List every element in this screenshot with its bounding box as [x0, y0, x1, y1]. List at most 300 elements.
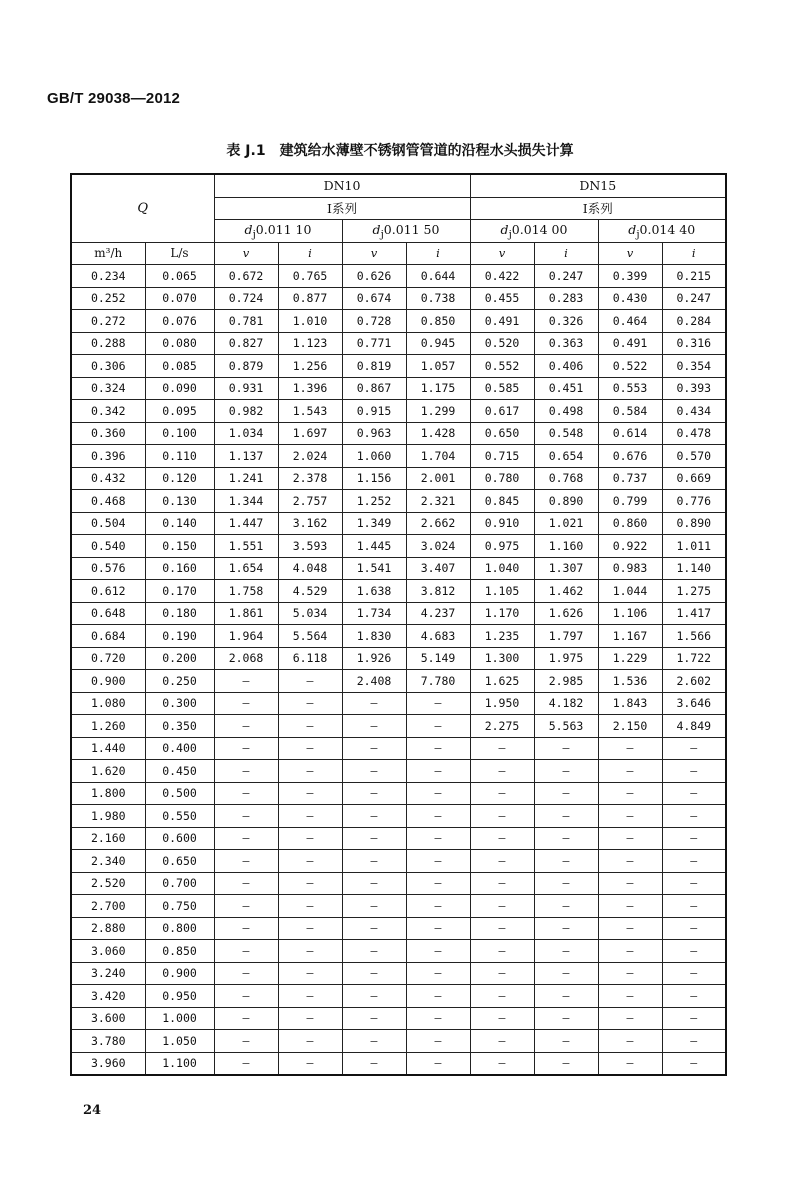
table-cell: 0.520	[470, 332, 534, 355]
table-cell: 1.156	[342, 467, 406, 490]
table-cell: —	[342, 850, 406, 873]
table-row	[71, 872, 726, 895]
table-cell: 0.890	[534, 490, 598, 513]
table-cell: —	[662, 940, 726, 963]
table-cell: 1.625	[470, 670, 534, 693]
table-cell: 0.300	[145, 692, 214, 715]
table-cell: 4.182	[534, 692, 598, 715]
table-row	[71, 287, 726, 310]
table-row	[71, 310, 726, 333]
table-row	[71, 535, 726, 558]
table-cell: 0.552	[470, 355, 534, 378]
table-cell: 2.408	[342, 670, 406, 693]
table-cell: 1.252	[342, 490, 406, 513]
table-cell: 0.070	[145, 287, 214, 310]
unit-ls-header: L/s	[145, 242, 214, 265]
table-cell: 0.450	[145, 760, 214, 783]
table-cell: 0.085	[145, 355, 214, 378]
table-cell: 1.060	[342, 445, 406, 468]
table-cell: —	[534, 760, 598, 783]
table-cell: 0.432	[71, 467, 145, 490]
table-cell: —	[406, 782, 470, 805]
table-cell: —	[534, 962, 598, 985]
table-cell: 1.861	[214, 602, 278, 625]
table-cell: —	[214, 1030, 278, 1053]
table-cell: —	[598, 782, 662, 805]
table-cell: 0.781	[214, 310, 278, 333]
table-cell: 1.445	[342, 535, 406, 558]
table-cell: 0.915	[342, 400, 406, 423]
table-cell: —	[214, 895, 278, 918]
table-cell: 0.283	[534, 287, 598, 310]
table-cell: 1.241	[214, 467, 278, 490]
diameter-header: $d_j0.011$ 10	[214, 220, 342, 243]
table-cell: —	[470, 782, 534, 805]
table-cell: 1.396	[278, 377, 342, 400]
table-cell: 1.021	[534, 512, 598, 535]
table-cell: —	[406, 1007, 470, 1030]
table-cell: 1.050	[145, 1030, 214, 1053]
table-cell: 0.354	[662, 355, 726, 378]
table-cell: 2.378	[278, 467, 342, 490]
table-cell: 0.800	[145, 917, 214, 940]
table-cell: —	[470, 1030, 534, 1053]
table-cell: 0.672	[214, 265, 278, 288]
table-cell: —	[470, 1007, 534, 1030]
table-cell: 0.879	[214, 355, 278, 378]
table-cell: —	[406, 872, 470, 895]
table-row	[71, 580, 726, 603]
table-row	[71, 692, 726, 715]
table-cell: —	[598, 962, 662, 985]
table-cell: 0.676	[598, 445, 662, 468]
table-cell: —	[406, 895, 470, 918]
table-cell: 1.800	[71, 782, 145, 805]
table-cell: —	[278, 827, 342, 850]
table-cell: —	[662, 805, 726, 828]
table-title: 表 J.1 建筑给水薄壁不锈钢管管道的沿程水头损失计算	[226, 143, 574, 159]
table-cell: —	[406, 850, 470, 873]
table-cell: —	[534, 1030, 598, 1053]
table-cell: 4.529	[278, 580, 342, 603]
table-cell: 0.100	[145, 422, 214, 445]
table-row	[71, 760, 726, 783]
table-cell: —	[406, 962, 470, 985]
table-cell: 1.543	[278, 400, 342, 423]
table-cell: —	[278, 1007, 342, 1030]
table-cell: 0.252	[71, 287, 145, 310]
table-cell: —	[534, 782, 598, 805]
table-body	[71, 265, 726, 1076]
table-cell: 2.150	[598, 715, 662, 738]
table-cell: 3.812	[406, 580, 470, 603]
table-cell: 0.612	[71, 580, 145, 603]
table-cell: —	[342, 1030, 406, 1053]
table-cell: —	[598, 895, 662, 918]
table-cell: 0.468	[71, 490, 145, 513]
table-cell: —	[534, 850, 598, 873]
table-cell: 0.771	[342, 332, 406, 355]
table-cell: —	[342, 985, 406, 1008]
table-cell: 3.240	[71, 962, 145, 985]
table-cell: 0.065	[145, 265, 214, 288]
table-cell: 4.849	[662, 715, 726, 738]
table-cell: —	[214, 850, 278, 873]
table-cell: 0.491	[598, 332, 662, 355]
table-cell: 0.434	[662, 400, 726, 423]
table-cell: 1.044	[598, 580, 662, 603]
table-cell: —	[662, 737, 726, 760]
table-cell: 0.850	[145, 940, 214, 963]
table-cell: —	[534, 805, 598, 828]
table-cell: —	[214, 692, 278, 715]
table-cell: —	[406, 715, 470, 738]
table-cell: —	[342, 760, 406, 783]
table-cell: —	[470, 962, 534, 985]
table-cell: —	[470, 940, 534, 963]
table-cell: 0.738	[406, 287, 470, 310]
table-cell: 1.299	[406, 400, 470, 423]
table-cell: 2.757	[278, 490, 342, 513]
table-cell: 1.106	[598, 602, 662, 625]
table-cell: 0.674	[342, 287, 406, 310]
table-cell: 1.980	[71, 805, 145, 828]
head-loss-table	[70, 173, 727, 1076]
table-cell: 1.160	[534, 535, 598, 558]
table-cell: —	[534, 940, 598, 963]
table-row	[71, 985, 726, 1008]
table-cell: —	[214, 962, 278, 985]
table-cell: 1.300	[470, 647, 534, 670]
table-cell: —	[470, 1052, 534, 1075]
velocity-header: v	[342, 242, 406, 265]
table-cell: 0.200	[145, 647, 214, 670]
table-cell: 0.180	[145, 602, 214, 625]
table-cell: 0.982	[214, 400, 278, 423]
table-cell: 0.650	[470, 422, 534, 445]
table-cell: —	[278, 1052, 342, 1075]
table-cell: 0.491	[470, 310, 534, 333]
table-cell: —	[598, 737, 662, 760]
table-row	[71, 782, 726, 805]
table-cell: 0.550	[145, 805, 214, 828]
table-cell: 1.011	[662, 535, 726, 558]
table-cell: 1.256	[278, 355, 342, 378]
table-cell: 0.614	[598, 422, 662, 445]
table-cell: —	[534, 917, 598, 940]
table-cell: 0.406	[534, 355, 598, 378]
table-cell: 1.541	[342, 557, 406, 580]
table-cell: 1.447	[214, 512, 278, 535]
table-cell: 2.520	[71, 872, 145, 895]
table-cell: —	[278, 940, 342, 963]
table-cell: 1.105	[470, 580, 534, 603]
standard-code: GB/T 29038—2012	[47, 90, 181, 107]
table-row	[71, 670, 726, 693]
table-cell: —	[342, 1007, 406, 1030]
table-row	[71, 332, 726, 355]
table-cell: 0.540	[71, 535, 145, 558]
table-cell: 1.551	[214, 535, 278, 558]
table-cell: —	[662, 782, 726, 805]
table-row	[71, 512, 726, 535]
table-row	[71, 1007, 726, 1030]
table-cell: 0.430	[598, 287, 662, 310]
table-cell: —	[214, 805, 278, 828]
table-cell: 3.060	[71, 940, 145, 963]
table-cell: 2.024	[278, 445, 342, 468]
unit-m3h-header: m³/h	[71, 242, 145, 265]
table-cell: —	[214, 917, 278, 940]
head-loss-header: i	[662, 242, 726, 265]
table-cell: —	[214, 940, 278, 963]
table-cell: 3.593	[278, 535, 342, 558]
table-row	[71, 1030, 726, 1053]
table-cell: 0.860	[598, 512, 662, 535]
velocity-header: v	[470, 242, 534, 265]
table-cell: 0.324	[71, 377, 145, 400]
table-cell: 1.830	[342, 625, 406, 648]
table-cell: 2.068	[214, 647, 278, 670]
table-cell: 0.548	[534, 422, 598, 445]
table-cell: 0.584	[598, 400, 662, 423]
table-cell: 0.247	[662, 287, 726, 310]
table-cell: 1.926	[342, 647, 406, 670]
table-row	[71, 557, 726, 580]
table-cell: 0.522	[598, 355, 662, 378]
table-cell: 1.626	[534, 602, 598, 625]
table-cell: 1.566	[662, 625, 726, 648]
table-cell: —	[278, 805, 342, 828]
table-cell: 2.985	[534, 670, 598, 693]
dn15-series-header: Ⅰ系列	[470, 197, 726, 220]
table-cell: —	[662, 872, 726, 895]
table-cell: —	[598, 760, 662, 783]
table-cell: 0.910	[470, 512, 534, 535]
table-cell: 0.799	[598, 490, 662, 513]
table-cell: 1.758	[214, 580, 278, 603]
table-cell: 0.715	[470, 445, 534, 468]
table-cell: —	[342, 917, 406, 940]
table-cell: 3.024	[406, 535, 470, 558]
table-cell: 1.734	[342, 602, 406, 625]
table-cell: 2.340	[71, 850, 145, 873]
table-cell: 1.080	[71, 692, 145, 715]
table-cell: —	[662, 1007, 726, 1030]
table-cell: —	[598, 1007, 662, 1030]
table-cell: 0.720	[71, 647, 145, 670]
table-cell: 2.321	[406, 490, 470, 513]
table-cell: 0.963	[342, 422, 406, 445]
table-cell: 1.170	[470, 602, 534, 625]
table-cell: 0.650	[145, 850, 214, 873]
dn15-header: DN15	[470, 174, 726, 197]
table-cell: —	[662, 827, 726, 850]
table-row	[71, 805, 726, 828]
table-cell: 0.284	[662, 310, 726, 333]
head-loss-header: i	[406, 242, 470, 265]
table-cell: 1.440	[71, 737, 145, 760]
table-cell: —	[278, 715, 342, 738]
table-cell: 0.931	[214, 377, 278, 400]
table-cell: 0.234	[71, 265, 145, 288]
dn10-header: DN10	[214, 174, 470, 197]
table-cell: 0.684	[71, 625, 145, 648]
table-cell: 0.819	[342, 355, 406, 378]
table-cell: 1.428	[406, 422, 470, 445]
table-cell: —	[406, 940, 470, 963]
table-cell: 0.140	[145, 512, 214, 535]
table-cell: 0.306	[71, 355, 145, 378]
diameter-header: $d_j0.011$ 50	[342, 220, 470, 243]
table-cell: 1.697	[278, 422, 342, 445]
table-cell: 1.000	[145, 1007, 214, 1030]
table-cell: 1.123	[278, 332, 342, 355]
table-cell: 4.683	[406, 625, 470, 648]
table-cell: —	[662, 895, 726, 918]
table-row	[71, 940, 726, 963]
table-row	[71, 1052, 726, 1075]
table-cell: 3.646	[662, 692, 726, 715]
table-cell: —	[534, 737, 598, 760]
table-cell: —	[662, 962, 726, 985]
table-cell: 0.626	[342, 265, 406, 288]
table-cell: 2.001	[406, 467, 470, 490]
table-cell: —	[214, 782, 278, 805]
table-cell: 5.034	[278, 602, 342, 625]
table-row	[71, 917, 726, 940]
table-cell: —	[470, 917, 534, 940]
table-cell: —	[342, 940, 406, 963]
table-cell: —	[598, 850, 662, 873]
table-cell: —	[470, 805, 534, 828]
table-row	[71, 490, 726, 513]
table-row	[71, 355, 726, 378]
table-cell: —	[214, 827, 278, 850]
table-cell: —	[214, 985, 278, 1008]
table-cell: 0.945	[406, 332, 470, 355]
table-cell: —	[598, 1052, 662, 1075]
table-cell: —	[214, 760, 278, 783]
table-cell: —	[342, 692, 406, 715]
table-cell: 0.900	[71, 670, 145, 693]
table-cell: —	[278, 692, 342, 715]
table-cell: 0.724	[214, 287, 278, 310]
table-cell: 2.160	[71, 827, 145, 850]
table-cell: 1.260	[71, 715, 145, 738]
table-cell: 3.420	[71, 985, 145, 1008]
table-cell: 0.393	[662, 377, 726, 400]
table-cell: —	[662, 760, 726, 783]
table-cell: 1.137	[214, 445, 278, 468]
table-cell: 1.167	[598, 625, 662, 648]
table-cell: —	[534, 1052, 598, 1075]
table-cell: 4.237	[406, 602, 470, 625]
table-cell: 0.827	[214, 332, 278, 355]
table-cell: 0.654	[534, 445, 598, 468]
table-cell: 0.455	[470, 287, 534, 310]
table-cell: —	[214, 1007, 278, 1030]
table-cell: 0.500	[145, 782, 214, 805]
table-cell: —	[662, 917, 726, 940]
table-cell: —	[342, 962, 406, 985]
table-cell: 3.407	[406, 557, 470, 580]
table-cell: 0.576	[71, 557, 145, 580]
table-cell: 1.620	[71, 760, 145, 783]
table-cell: —	[342, 715, 406, 738]
table-cell: 0.215	[662, 265, 726, 288]
table-cell: 0.247	[534, 265, 598, 288]
table-cell: 0.363	[534, 332, 598, 355]
table-cell: 0.110	[145, 445, 214, 468]
table-row	[71, 400, 726, 423]
table-cell: —	[278, 962, 342, 985]
table-cell: —	[534, 895, 598, 918]
diameter-header: $d_j0.014$ 00	[470, 220, 598, 243]
table-row	[71, 265, 726, 288]
table-row	[71, 625, 726, 648]
table-cell: 3.600	[71, 1007, 145, 1030]
table-cell: 0.399	[598, 265, 662, 288]
table-cell: 1.704	[406, 445, 470, 468]
table-cell: —	[598, 827, 662, 850]
table-cell: —	[534, 985, 598, 1008]
table-cell: —	[406, 985, 470, 1008]
table-cell: —	[406, 737, 470, 760]
table-cell: 1.100	[145, 1052, 214, 1075]
table-cell: 0.983	[598, 557, 662, 580]
table-cell: 0.950	[145, 985, 214, 1008]
table-cell: 1.417	[662, 602, 726, 625]
table-cell: —	[278, 850, 342, 873]
table-cell: —	[662, 1030, 726, 1053]
table-cell: 1.797	[534, 625, 598, 648]
table-row	[71, 827, 726, 850]
table-cell: —	[342, 737, 406, 760]
table-cell: 1.275	[662, 580, 726, 603]
head-loss-header: i	[534, 242, 598, 265]
table-cell: 0.768	[534, 467, 598, 490]
table-cell: —	[534, 827, 598, 850]
table-cell: 0.288	[71, 332, 145, 355]
table-cell: 0.396	[71, 445, 145, 468]
table-cell: 0.360	[71, 422, 145, 445]
table-cell: 0.326	[534, 310, 598, 333]
table-cell: 0.451	[534, 377, 598, 400]
table-cell: —	[278, 917, 342, 940]
table-cell: 1.964	[214, 625, 278, 648]
table-cell: 0.422	[470, 265, 534, 288]
table-cell: —	[662, 850, 726, 873]
velocity-header: v	[214, 242, 278, 265]
table-cell: —	[278, 985, 342, 1008]
table-cell: —	[278, 760, 342, 783]
table-cell: 1.722	[662, 647, 726, 670]
table-cell: 1.140	[662, 557, 726, 580]
table-cell: 0.669	[662, 467, 726, 490]
table-row	[71, 737, 726, 760]
table-cell: —	[214, 1052, 278, 1075]
table-cell: 2.880	[71, 917, 145, 940]
table-cell: —	[342, 827, 406, 850]
table-cell: 5.563	[534, 715, 598, 738]
table-cell: 0.737	[598, 467, 662, 490]
table-cell: —	[214, 737, 278, 760]
table-cell: 1.638	[342, 580, 406, 603]
table-cell: 3.162	[278, 512, 342, 535]
table-cell: 0.464	[598, 310, 662, 333]
table-cell: 0.776	[662, 490, 726, 513]
